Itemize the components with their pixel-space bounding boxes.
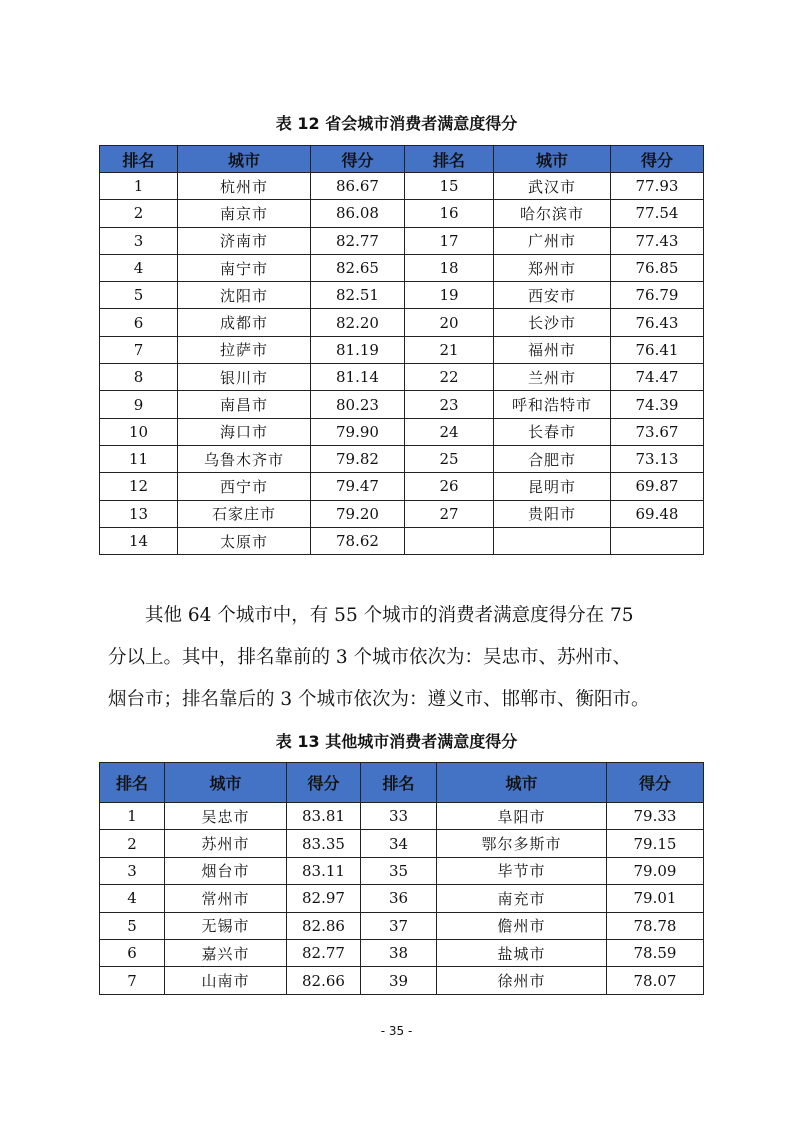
cell-score: 82.51	[311, 282, 405, 309]
cell-city: 合肥市	[494, 445, 611, 472]
cell-score: 82.20	[311, 309, 405, 336]
cell-score: 77.93	[611, 173, 704, 200]
cell-rank: 3	[100, 227, 178, 254]
cell-rank: 37	[361, 912, 437, 939]
cell-score: 76.85	[611, 254, 704, 281]
cell-rank: 14	[100, 527, 178, 554]
cell-rank	[405, 527, 494, 554]
cell-city: 成都市	[178, 309, 311, 336]
cell-rank: 11	[100, 445, 178, 472]
cell-score	[611, 527, 704, 554]
cell-rank: 4	[100, 885, 165, 912]
cell-rank: 34	[361, 830, 437, 857]
cell-rank: 15	[405, 173, 494, 200]
cell-rank: 18	[405, 254, 494, 281]
cell-score: 74.39	[611, 391, 704, 418]
cell-score: 86.08	[311, 200, 405, 227]
header-rank: 排名	[405, 146, 494, 173]
cell-rank: 1	[100, 803, 165, 830]
cell-rank: 17	[405, 227, 494, 254]
table-row	[100, 309, 704, 336]
table-row	[100, 939, 704, 966]
cell-score: 79.09	[607, 857, 704, 884]
cell-score: 79.20	[311, 500, 405, 527]
table12-header-row	[100, 146, 704, 173]
paragraph-line: 其他 64 个城市中，有 55 个城市的消费者满意度得分在 75	[145, 605, 634, 626]
header-score: 得分	[607, 763, 704, 803]
cell-score: 79.47	[311, 473, 405, 500]
cell-score: 82.65	[311, 254, 405, 281]
cell-score: 79.82	[311, 445, 405, 472]
cell-city: 兰州市	[494, 364, 611, 391]
table-row	[100, 885, 704, 912]
cell-city: 哈尔滨市	[494, 200, 611, 227]
cell-city: 山南市	[165, 967, 287, 994]
paragraph-line: 烟台市；排名靠后的 3 个城市依次为：遵义市、邯郸市、衡阳市。	[108, 689, 650, 710]
table13-caption: 表 13 其他城市消费者满意度得分	[275, 732, 518, 751]
cell-rank: 27	[405, 500, 494, 527]
cell-rank: 6	[100, 939, 165, 966]
cell-score: 76.79	[611, 282, 704, 309]
cell-city: 石家庄市	[178, 500, 311, 527]
cell-score: 77.43	[611, 227, 704, 254]
header-city: 城市	[494, 146, 611, 173]
table-row	[100, 282, 704, 309]
header-city: 城市	[178, 146, 311, 173]
cell-city: 常州市	[165, 885, 287, 912]
cell-city: 太原市	[178, 527, 311, 554]
cell-score: 76.41	[611, 336, 704, 363]
cell-city: 烟台市	[165, 857, 287, 884]
body-paragraph	[108, 595, 698, 721]
cell-rank: 2	[100, 200, 178, 227]
cell-score: 83.35	[287, 830, 361, 857]
cell-rank: 35	[361, 857, 437, 884]
cell-score: 73.13	[611, 445, 704, 472]
table-row	[100, 254, 704, 281]
table12-caption: 表 12 省会城市消费者满意度得分	[275, 114, 518, 133]
cell-city: 西安市	[494, 282, 611, 309]
header-score: 得分	[287, 763, 361, 803]
cell-score: 86.67	[311, 173, 405, 200]
cell-rank: 13	[100, 500, 178, 527]
cell-score: 78.59	[607, 939, 704, 966]
table-row	[100, 527, 704, 554]
cell-city: 嘉兴市	[165, 939, 287, 966]
cell-city: 昆明市	[494, 473, 611, 500]
cell-city: 银川市	[178, 364, 311, 391]
cell-city: 盐城市	[437, 939, 607, 966]
cell-city: 鄂尔多斯市	[437, 830, 607, 857]
cell-city: 郑州市	[494, 254, 611, 281]
table12-provincial-capitals	[99, 145, 704, 555]
cell-city: 南宁市	[178, 254, 311, 281]
cell-city: 贵阳市	[494, 500, 611, 527]
table-row	[100, 173, 704, 200]
cell-score: 82.97	[287, 885, 361, 912]
cell-city: 徐州市	[437, 967, 607, 994]
header-rank: 排名	[361, 763, 437, 803]
cell-rank: 1	[100, 173, 178, 200]
table-row	[100, 445, 704, 472]
cell-rank: 26	[405, 473, 494, 500]
cell-score: 81.14	[311, 364, 405, 391]
cell-score: 81.19	[311, 336, 405, 363]
cell-city: 长春市	[494, 418, 611, 445]
cell-rank: 16	[405, 200, 494, 227]
cell-rank: 2	[100, 830, 165, 857]
table-row	[100, 364, 704, 391]
cell-score: 74.47	[611, 364, 704, 391]
cell-rank: 36	[361, 885, 437, 912]
cell-city: 苏州市	[165, 830, 287, 857]
cell-rank: 7	[100, 336, 178, 363]
cell-score: 82.86	[287, 912, 361, 939]
table-row	[100, 473, 704, 500]
table-row	[100, 418, 704, 445]
cell-rank: 10	[100, 418, 178, 445]
cell-rank: 39	[361, 967, 437, 994]
table-row	[100, 200, 704, 227]
cell-city: 儋州市	[437, 912, 607, 939]
cell-score: 82.66	[287, 967, 361, 994]
cell-rank: 38	[361, 939, 437, 966]
cell-score: 79.01	[607, 885, 704, 912]
cell-city: 南充市	[437, 885, 607, 912]
header-score: 得分	[311, 146, 405, 173]
table13-header-row	[100, 763, 704, 803]
cell-rank: 12	[100, 473, 178, 500]
cell-score: 69.48	[611, 500, 704, 527]
cell-rank: 21	[405, 336, 494, 363]
cell-score: 78.78	[607, 912, 704, 939]
cell-city: 毕节市	[437, 857, 607, 884]
cell-city: 西宁市	[178, 473, 311, 500]
cell-rank: 9	[100, 391, 178, 418]
cell-city: 长沙市	[494, 309, 611, 336]
header-rank: 排名	[100, 763, 165, 803]
cell-city: 无锡市	[165, 912, 287, 939]
cell-rank: 22	[405, 364, 494, 391]
page-number: - 35 -	[380, 1024, 413, 1038]
paragraph-line: 分以上。其中，排名靠前的 3 个城市依次为：吴忠市、苏州市、	[108, 647, 632, 668]
cell-score: 78.62	[311, 527, 405, 554]
cell-rank: 24	[405, 418, 494, 445]
cell-city: 南京市	[178, 200, 311, 227]
cell-city: 杭州市	[178, 173, 311, 200]
cell-city: 广州市	[494, 227, 611, 254]
cell-city	[494, 527, 611, 554]
table-row	[100, 336, 704, 363]
cell-score: 80.23	[311, 391, 405, 418]
cell-score: 79.15	[607, 830, 704, 857]
header-rank: 排名	[100, 146, 178, 173]
cell-rank: 20	[405, 309, 494, 336]
table-row	[100, 967, 704, 994]
cell-city: 乌鲁木齐市	[178, 445, 311, 472]
cell-city: 福州市	[494, 336, 611, 363]
header-city: 城市	[165, 763, 287, 803]
cell-city: 海口市	[178, 418, 311, 445]
cell-rank: 33	[361, 803, 437, 830]
cell-city: 吴忠市	[165, 803, 287, 830]
cell-city: 南昌市	[178, 391, 311, 418]
cell-city: 阜阳市	[437, 803, 607, 830]
table13-other-cities	[99, 762, 704, 995]
cell-score: 73.67	[611, 418, 704, 445]
cell-rank: 3	[100, 857, 165, 884]
table-row	[100, 803, 704, 830]
cell-score: 77.54	[611, 200, 704, 227]
header-score: 得分	[611, 146, 704, 173]
cell-rank: 19	[405, 282, 494, 309]
cell-score: 79.33	[607, 803, 704, 830]
cell-score: 82.77	[311, 227, 405, 254]
cell-score: 82.77	[287, 939, 361, 966]
table-row	[100, 912, 704, 939]
cell-score: 83.81	[287, 803, 361, 830]
table-row	[100, 830, 704, 857]
cell-rank: 5	[100, 912, 165, 939]
cell-city: 济南市	[178, 227, 311, 254]
cell-score: 69.87	[611, 473, 704, 500]
cell-score: 76.43	[611, 309, 704, 336]
cell-score: 83.11	[287, 857, 361, 884]
cell-city: 呼和浩特市	[494, 391, 611, 418]
cell-score: 78.07	[607, 967, 704, 994]
cell-rank: 8	[100, 364, 178, 391]
table-row	[100, 227, 704, 254]
table-row	[100, 857, 704, 884]
table-row	[100, 500, 704, 527]
table-row	[100, 391, 704, 418]
cell-rank: 25	[405, 445, 494, 472]
cell-rank: 5	[100, 282, 178, 309]
cell-city: 拉萨市	[178, 336, 311, 363]
cell-rank: 4	[100, 254, 178, 281]
cell-city: 武汉市	[494, 173, 611, 200]
header-city: 城市	[437, 763, 607, 803]
cell-city: 沈阳市	[178, 282, 311, 309]
cell-score: 79.90	[311, 418, 405, 445]
cell-rank: 7	[100, 967, 165, 994]
cell-rank: 6	[100, 309, 178, 336]
cell-rank: 23	[405, 391, 494, 418]
